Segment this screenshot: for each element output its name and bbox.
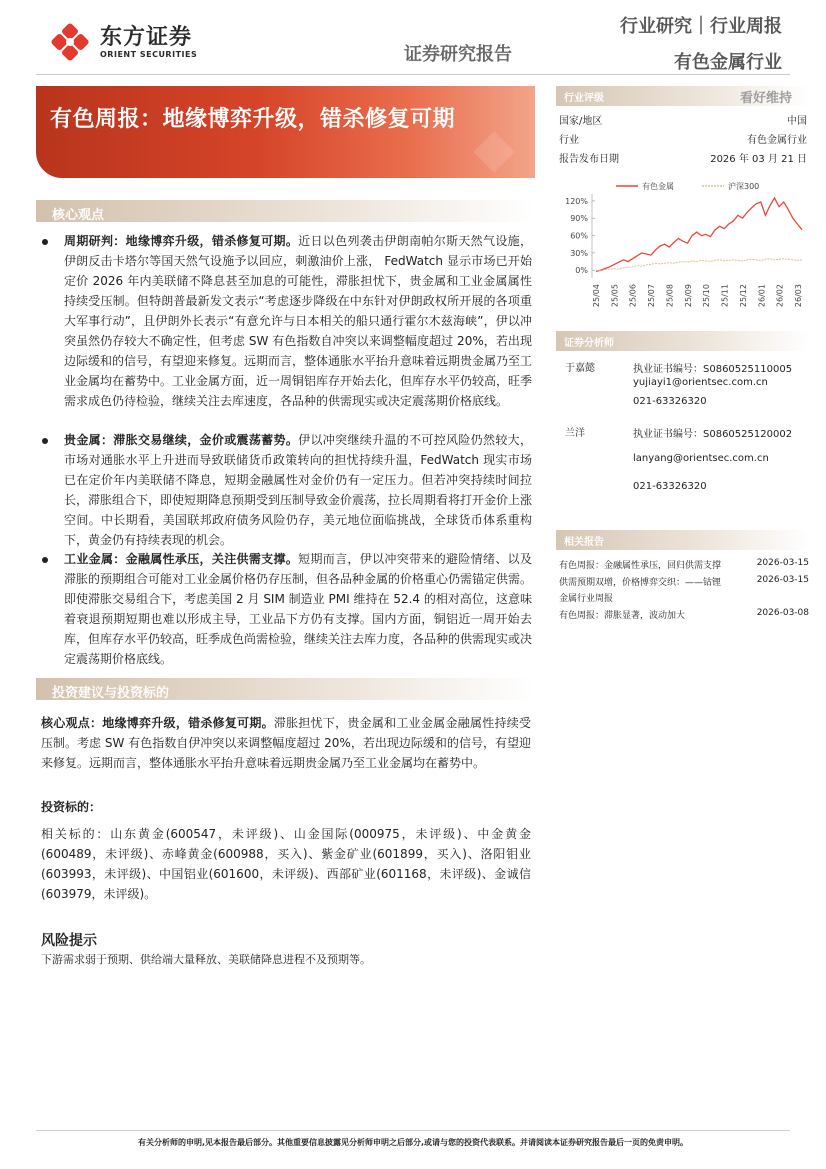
x-tick-label: 25/09 (683, 284, 693, 308)
core-bullet (42, 549, 532, 669)
y-tick-label: 90% (570, 214, 588, 224)
targets-head: 投资标的： (41, 800, 102, 814)
invest-bar (36, 678, 535, 700)
analyst-name: 于嘉懿 (565, 363, 595, 374)
analyst-email[interactable]: lanyang@orientsec.com.cn (633, 453, 769, 464)
core-view-bar (36, 200, 535, 222)
y-tick-label: 0% (575, 266, 588, 276)
x-tick-label: 26/01 (757, 284, 767, 308)
header-divider (36, 74, 790, 75)
related-item[interactable] (559, 558, 809, 571)
y-tick-label: 60% (570, 231, 588, 241)
info-key: 国家/地区 (559, 116, 603, 127)
footer-divider (36, 1130, 790, 1131)
core-bullet (42, 231, 532, 411)
x-tick-label: 25/05 (610, 284, 620, 308)
related-date: 2026-03-15 (756, 558, 809, 568)
orient-logo-icon (48, 20, 92, 64)
invest-label: 投资建议与投资标的 (52, 686, 170, 701)
report-type: 证券研究报告 (404, 44, 512, 65)
bullet-head: 贵金属：滞胀交易继续，金价或震荡蓄势。 (64, 433, 299, 447)
report-title: 有色周报：地缘博弈升级，错杀修复可期 (50, 107, 456, 132)
info-row (559, 112, 807, 127)
series-line (596, 198, 802, 271)
bullet-body: 伊以冲突继续升温的不可控风险仍然较大，市场对通胀水平上升进而导致联储货币政策转向的担忧持续升温，FedWatch 现实市场已在定价年内美联储不降息，短期金融属性对金价仍有一定压力。但若冲突持续时间拉长，滞胀组合下，即使短期降息预期受到压制导致金价震荡，拉长周期看将打开金价上涨空间。中长期看，美国联邦政府债务风险仍存，美元地位面临挑战，全球货币体系重构下，黄金仍有持续表现的机会。 (64, 433, 533, 547)
analyst-email[interactable]: yujiayi1@orientsec.com.cn (633, 377, 768, 388)
bullet-dot-icon (42, 557, 48, 563)
related-label: 相关报告 (564, 537, 604, 548)
x-tick-label: 25/10 (702, 284, 712, 308)
x-tick-label: 26/02 (775, 284, 785, 308)
industry-name: 有色金属行业 (674, 52, 782, 73)
footer-disclaimer: 有关分析师的申明,见本报告最后部分。其他重要信息披露见分析师申明之后部分,或请与您的投资代表联系。并请阅读本证券研究报告最后一页的免责申明。 (137, 1138, 689, 1147)
analyst-name: 兰洋 (565, 428, 585, 439)
chart-svg (556, 176, 810, 318)
related-item[interactable] (559, 608, 809, 621)
banner-watermark-icon: ◆ (473, 116, 515, 178)
core-bullet (42, 430, 532, 550)
analyst-phone: 021-63326320 (633, 481, 707, 492)
info-row (559, 150, 807, 165)
info-value: 有色金属行业 (747, 135, 807, 146)
x-tick-label: 25/11 (720, 284, 730, 308)
y-tick-label: 120% (565, 196, 588, 206)
related-date: 2026-03-08 (756, 608, 809, 618)
bullet-head: 工业金属：金融属性承压，关注供需支撑。 (64, 552, 299, 566)
rating-label: 行业评级 (564, 93, 604, 104)
legend-label: 有色金属 (642, 182, 674, 191)
core-view-label: 核心观点 (52, 208, 105, 223)
y-tick-label: 30% (570, 248, 588, 258)
x-tick-label: 25/07 (647, 284, 657, 308)
x-tick-label: 25/12 (738, 284, 748, 308)
report-category: 行业研究｜行业周报 (620, 16, 782, 37)
info-row (559, 131, 807, 146)
info-key: 行业 (559, 135, 579, 146)
analyst-cert: 执业证书编号：S0860525110005 (633, 364, 793, 375)
invest-core (41, 713, 531, 773)
invest-core-body: 滞胀担忧下，贵金属和工业金属金融属性持续受压制。考虑 SW 有色指数自伊冲突以来调整幅度超过 20%，若出现边际缓和的信号，有望迎来修复。远期而言，整体通胀水平抬升意味着远期贵金属乃至工业金属均在蓄势中。 (41, 716, 531, 770)
logo-name-cn: 东方证券 (100, 24, 193, 50)
related-title[interactable]: 有色周报：滞胀显著，波动加大 (559, 611, 686, 621)
legend-label: 沪深300 (728, 182, 760, 191)
risk-title: 风险提示 (41, 933, 97, 949)
related-title[interactable]: 金属行业周报 (559, 594, 614, 604)
bullet-dot-icon (42, 438, 48, 444)
related-title[interactable]: 有色周报：金融属性承压，回归供需支撑 (559, 561, 722, 571)
bullet-dot-icon (42, 239, 48, 245)
analyst-bar (556, 331, 810, 351)
info-value: 中国 (787, 116, 807, 127)
x-tick-label: 25/08 (665, 284, 675, 308)
related-title[interactable]: 供需预期双增，价格博弈交织：——钴锂 (559, 578, 722, 588)
performance-chart (556, 176, 810, 318)
risk-text: 下游需求弱于预期、供给端大量释放、美联储降息进程不及预期等。 (41, 953, 371, 966)
analyst-label: 证券分析师 (564, 338, 614, 349)
x-tick-label: 26/03 (794, 284, 803, 308)
x-tick-label: 25/04 (592, 284, 601, 308)
bullet-head: 周期研判：地缘博弈升级，错杀修复可期。 (64, 234, 299, 248)
targets-body: 相关标的：山东黄金(600547，未评级)、山金国际(000975，未评级)、中金黄金(600489，未评级)、赤峰黄金(600988，买入)、紫金矿业(601899，买入)、洛阳钼业(603993，未评级)、中国铝业(601600，未评级)、西部矿业(601168，未评级)、金诚信(603979，未评级)。 (41, 827, 531, 901)
analyst-phone: 021-63326320 (633, 396, 707, 407)
bullet-body: 近日以色列袭击伊朗南帕尔斯天然气设施，伊朗反击卡塔尔等国天然气设施予以回应，刺激油价上涨， FedWatch 显示市场已开始定价 2026 年内美联储不降息甚至加息的可能性，滞胀担忧下，贵金属和工业金属属性持续受压制。但特朗普最新发文表示“考虑逐步降级在中东针对伊朗政权所开展的各项重大军事行动”，且伊朗外长表示“有意允许与日本相关的船只通行霍尔木兹海峡”，伊以冲突虽然仍存较大不确定性，但考虑 SW 有色指数自冲突以来调整幅度超过 20%，若出现边际缓和的信号，有望迎来修复。远期而言，整体通胀水平抬升意味着远期贵金属乃至工业金属均在蓄势中。工业金属方面，近一周铜铝库存开始去化，但库存水平仍较高，旺季需求成色仍待检验，继续关注去库速度，各品种的供需现实或决定震荡期价格底线。 (64, 234, 533, 408)
info-key: 报告发布日期 (559, 154, 619, 165)
related-bar (556, 530, 810, 550)
rating-value: 看好维持 (739, 91, 792, 106)
logo-name-en: ORIENT SECURITIES (100, 49, 198, 59)
analyst-cert: 执业证书编号：S0860525120002 (633, 429, 793, 440)
info-value: 2026 年 03 月 21 日 (710, 154, 807, 165)
x-tick-label: 25/06 (628, 284, 638, 308)
related-item[interactable] (559, 591, 809, 604)
title-banner (36, 86, 535, 178)
bullet-body: 短期而言，伊以冲突带来的避险情绪、以及滞胀的预期组合可能对工业金属价格仍存压制，但各品种金属的价格重心仍需锚定供需。即使滞胀交易组合下，考虑美国 2 月 SIM 制造业 PMI 维持在 52.4 的相对高位，这意味着衰退预期短期也难以形成主导，工业品下方仍有支撑。国内方面，铜铝近一周开始去库，但库存水平仍较高，旺季成色尚需检验，继续关注去库力度，各品种的供需现实或决定震荡期价格底线。 (64, 552, 533, 666)
company-logo (48, 20, 197, 64)
invest-core-head: 核心观点：地缘博弈升级，错杀修复可期。 (41, 716, 274, 730)
related-date: 2026-03-15 (756, 575, 809, 585)
related-item[interactable] (559, 575, 809, 588)
rating-bar (556, 86, 810, 106)
